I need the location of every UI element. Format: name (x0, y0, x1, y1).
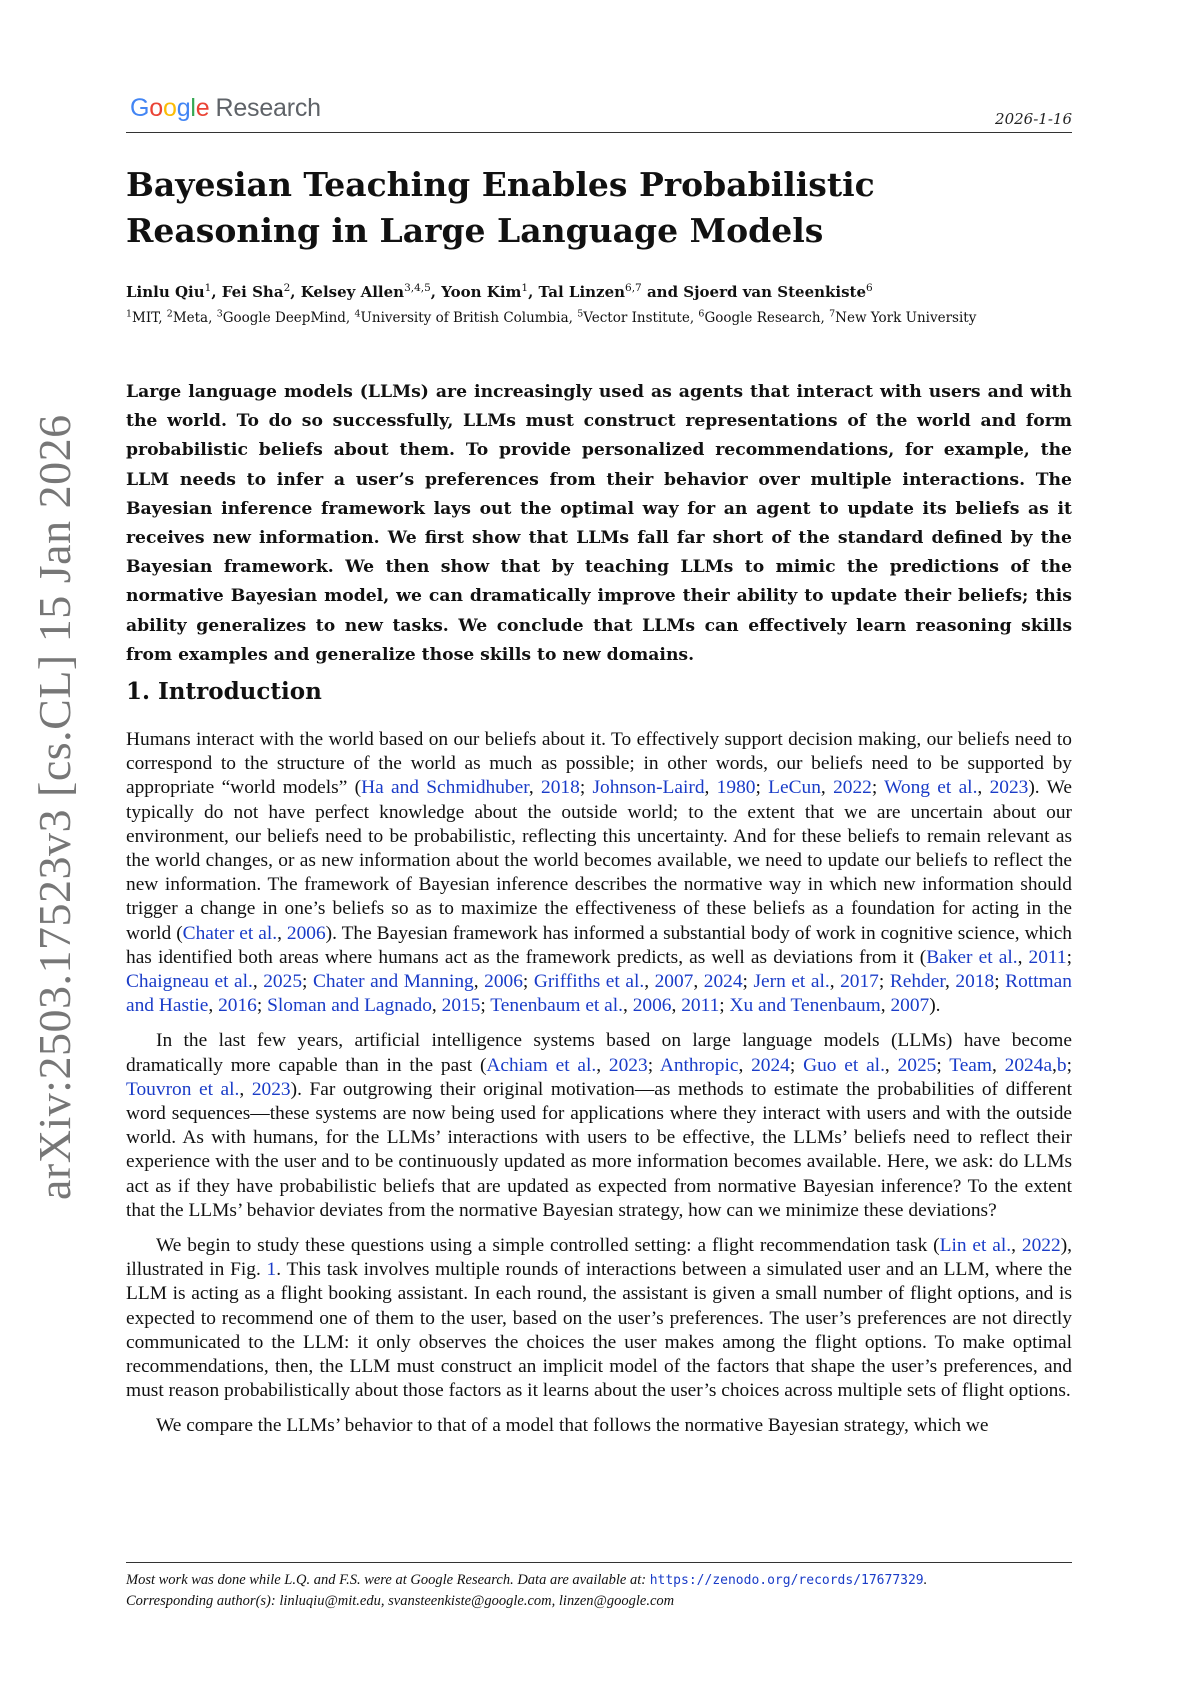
citation-link[interactable]: 2006 (484, 971, 523, 993)
citation-link[interactable]: 2017 (840, 971, 879, 993)
citation-link[interactable]: 2018 (541, 777, 580, 799)
citation-link[interactable]: Jern et al. (753, 971, 830, 993)
paper-title: Bayesian Teaching Enables Probabilistic Reasoning in Large Language Models (126, 165, 875, 250)
affiliation-name: University of British Columbia (360, 310, 569, 326)
citation-link[interactable]: Baker et al. (926, 946, 1018, 968)
header-date: 2026-1-16 (995, 110, 1072, 128)
author-affiliation-mark: 6,7 (625, 282, 642, 294)
citation-link[interactable]: 1980 (716, 777, 756, 799)
citation-link[interactable]: Rehder (889, 971, 946, 993)
affiliation-mark: 5 (577, 308, 584, 320)
citation-link[interactable]: 2023 (251, 1078, 291, 1100)
citation-link[interactable]: LeCun (768, 777, 821, 799)
citation-link[interactable]: 2023 (608, 1054, 648, 1076)
citation-link[interactable]: Johnson-Laird (592, 777, 705, 799)
author-name: Kelsey Allen (300, 283, 405, 301)
author-affiliation-mark: 3,4,5 (404, 282, 431, 294)
body-paragraph: We compare the LLMs’ behavior to that of a model that follows the normative Bayesian strategy, which we (156, 1415, 989, 1437)
affiliation-name: Google Research (704, 310, 821, 326)
citation-link[interactable]: 2018 (955, 971, 995, 993)
citation-link[interactable]: 2006 (632, 995, 672, 1017)
affiliation-mark: 6 (698, 308, 705, 320)
citation-link[interactable]: 2006 (286, 922, 326, 944)
citation-link[interactable]: Sloman and Lagnado (267, 995, 432, 1017)
body-paragraph: Humans interact with the world based on our beliefs about it. To effectively support decision making, our beliefs need to correspond to the structure of the world as much as possible; in other words, our beliefs need to be supported by appropriate “world models” (Ha and Schmidhuber, 2018; Johnson-Laird, 1980; LeCun, 2022; Wong et al., 2023). We typically do not have perfect knowledge about the outside world; to the extent that we are uncertain about our environment, our beliefs need to be probabilistic, reflecting this uncertainty. And for these beliefs to remain relevant as the world changes, or as new information about the world becomes available, we need to update our beliefs to reflect the new information. The framework of Bayesian inference describes the normative way in which new information should trigger a change in one’s beliefs so as to maximize the effectiveness of these beliefs as a foundation for acting in the world (Chater et al., 2006). The Bayesian framework has informed a substantial body of work in cognitive science, which has identified both areas where humans act as the framework predicts, as well as deviations from it (Baker et al., 2011; Chaigneau et al., 2025; Chater and Manning, 2006; Griffiths et al., 2007, 2024; Jern et al., 2017; Rehder, 2018; Rottman and Hastie, 2016; Sloman and Lagnado, 2015; Tenenbaum et al., 2006, 2011; Xu and Tenenbaum, 2007). (126, 729, 1072, 1017)
logo-research-text: Research (215, 94, 321, 122)
citation-link[interactable]: Griffiths et al. (533, 971, 645, 993)
citation-link[interactable]: Chaigneau et al. (126, 971, 253, 993)
author-name: Tal Linzen (538, 283, 626, 301)
citation-link[interactable]: Anthropic (659, 1054, 739, 1076)
citation-link[interactable]: 2023 (989, 777, 1029, 799)
author-name: Sjoerd van Steenkiste (683, 283, 867, 301)
citation-link[interactable]: Tenenbaum et al. (490, 995, 624, 1017)
footnote-rule (126, 1562, 1072, 1563)
citation-link[interactable]: Chater et al. (182, 922, 278, 944)
data-url-link[interactable]: https://zenodo.org/records/17677329 (649, 1573, 924, 1588)
author-affiliation-mark: 1 (521, 282, 529, 294)
citation-link[interactable]: 2022 (833, 777, 872, 799)
page-header (126, 88, 1072, 132)
citation-link[interactable]: 2015 (441, 995, 481, 1017)
affiliation-name: Google DeepMind (222, 310, 346, 326)
citation-link[interactable]: Touvron et al. (126, 1078, 240, 1100)
author-affiliation-mark: 1 (204, 282, 212, 294)
citation-link[interactable]: Lin et al. (939, 1235, 1012, 1257)
author-affiliation-mark: 2 (283, 282, 291, 294)
citation-link[interactable]: 2024 (703, 971, 743, 993)
affiliation-mark: 2 (166, 308, 173, 320)
header-rule (126, 132, 1072, 133)
footnote-line-2: Corresponding author(s): linluqiu@mit.edu, svansteenkiste@google.com, linzen@google.com (126, 1593, 675, 1609)
affiliation-name: New York University (835, 310, 977, 326)
author-affiliation-mark: 6 (866, 282, 873, 294)
affiliation-mark: 7 (829, 308, 836, 320)
footnote-line-1 (126, 1570, 1072, 1591)
body-text (126, 728, 1072, 1450)
citation-link[interactable]: Achiam et al. (486, 1054, 597, 1076)
citation-link[interactable]: Rottman and Hastie (126, 971, 1072, 1017)
citation-link[interactable]: 2016 (218, 995, 257, 1017)
citation-link[interactable]: b (1056, 1054, 1067, 1076)
affiliation-name: MIT (132, 310, 159, 326)
affiliation-name: Meta (172, 310, 209, 326)
citation-link[interactable]: 2007 (654, 971, 694, 993)
footnote-text: Most work was done while L.Q. and F.S. were at Google Research. Data are available at: (126, 1572, 650, 1588)
citation-link[interactable]: 2011 (1028, 946, 1067, 968)
citation-link[interactable]: 2024 (751, 1054, 790, 1076)
citation-link[interactable]: 2025 (263, 971, 303, 993)
arxiv-identifier: arXiv:2503.17523v3 [cs.CL] 15 Jan 2026 (29, 414, 80, 1200)
citation-link[interactable]: 2025 (897, 1054, 937, 1076)
affiliation-mark: 1 (126, 308, 133, 320)
affiliation-name: Vector Institute (583, 310, 690, 326)
citation-link[interactable]: 2007 (890, 995, 930, 1017)
citation-link[interactable]: Team (949, 1054, 992, 1076)
author-list: Linlu Qiu$^1$, Fei Sha$^2$, Kelsey Allen$^{3,4,5}$, Yoon Kim$^1$, Tal Linzen$^{6,7}$ and Sjoerd van Steenkiste$^6$ (126, 282, 873, 301)
footnote (126, 1570, 1072, 1611)
affiliation-mark: 4 (354, 308, 361, 320)
citation-link[interactable]: Guo et al. (803, 1054, 885, 1076)
author-name: Fei Sha (221, 283, 284, 301)
section-heading: 1. Introduction (126, 678, 322, 705)
abstract: Large language models (LLMs) are increasingly used as agents that interact with users and with the world. To do so successfully, LLMs must construct representations of the world and form probabilistic beliefs about them. To provide personalized recommendations, for example, the LLM needs to infer a user’s preferences from their behavior over multiple interactions. The Bayesian inference framework lays out the optimal way for an agent to update its beliefs as it receives new information. We first show that LLMs fall far short of the standard defined by the Bayesian framework. We then show that by teaching LLMs to mimic the predictions of the normative Bayesian model, we can dramatically improve their ability to update their beliefs; this ability generalizes to new tasks. We conclude that LLMs can effectively learn reasoning skills from examples and generalize those skills to new domains. (126, 382, 1072, 665)
citation-link[interactable]: Xu and Tenenbaum (729, 995, 881, 1017)
body-paragraph: In the last few years, artificial intelligence systems based on large language models (LLMs) have become dramatically more capable than in the past (Achiam et al., 2023; Anthropic, 2024; Guo et al., 2025; Team, 2024a,b; Touvron et al., 2023). Far outgrowing their original motivation—as methods to estimate the probabilities of different word sequences—these systems are now being used for applications where they interact with users and with the outside world. As with humans, for the LLMs’ interactions with users to be effective, the LLMs’ beliefs need to reflect their experience with the user and to be continuously updated as more information becomes available. Here, we ask: do LLMs act as if they have probabilistic beliefs that are updated as expected from normative Bayesian inference? To the extent that the LLMs’ behavior deviates from the normative Bayesian strategy, how can we minimize these deviations? (126, 1030, 1072, 1221)
affiliation-mark: 3 (216, 308, 223, 320)
citation-link[interactable]: Wong et al. (884, 777, 978, 799)
body-paragraph: We begin to study these questions using a simple controlled setting: a flight recommendation task (Lin et al., 2022), illustrated in Fig. 1. This task involves multiple rounds of interactions between a simulated user and an LLM, where the LLM is acting as a flight booking assistant. In each round, the assistant is given a small number of flight options, and is expected to recommend one of them to the user, based on the user’s preferences. The user’s preferences are not directly communicated to the LLM: it only observes the choices the user makes among the flight options. To make optimal recommendations, then, the LLM must construct an implicit model of the factors that shape the user’s preferences, and must reason probabilistically about those factors as it learns about the user’s choices across multiple sets of flight options. (126, 1235, 1072, 1402)
affiliation-list: $^1$MIT, $^2$Meta, $^3$Google DeepMind, $^4$University of British Columbia, $^5$Vector Institute, $^6$Google Research, $^7$New York University (126, 308, 977, 326)
google-research-logo: Google Research (130, 94, 321, 122)
footnote-period: . (923, 1572, 928, 1588)
citation-link[interactable]: Ha and Schmidhuber (361, 777, 529, 799)
author-name: Linlu Qiu (126, 283, 205, 301)
citation-link[interactable]: 2024a (1004, 1054, 1053, 1076)
citation-link[interactable]: 2011 (681, 995, 720, 1017)
author-name: Yoon Kim (441, 283, 522, 301)
citation-link[interactable]: 1 (266, 1259, 277, 1281)
citation-link[interactable]: Chater and Manning (312, 971, 474, 993)
citation-link[interactable]: 2022 (1021, 1235, 1061, 1257)
